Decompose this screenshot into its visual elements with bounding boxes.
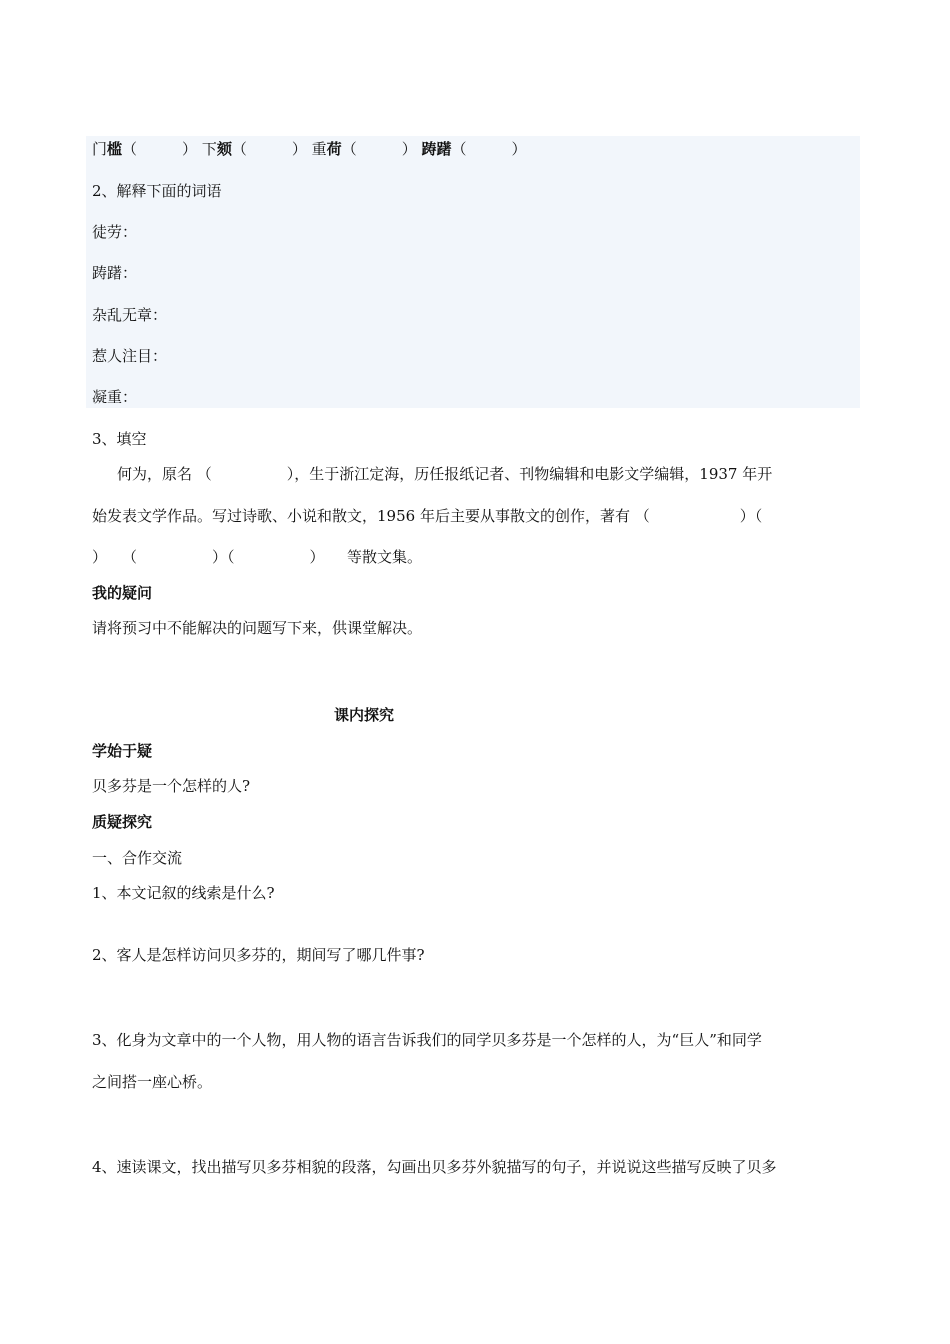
term-ningzhong: 凝重： (92, 388, 138, 406)
question-4-line-1: 4、速读课文，找出描写贝多芬相貌的段落，勾画出贝多芬外貌描写的句子，并说说这些描写反映了贝多 (92, 1158, 777, 1176)
word-menkan: 门槛 (92, 140, 123, 158)
blank-chouchu[interactable]: （ ） (451, 140, 527, 158)
word-zhonghe: 重荷 (311, 140, 342, 158)
term-chouchu: 踌躇： (92, 264, 138, 282)
question-3-line-1: 3、化身为文章中的一个人物，用人物的语言告诉我们的同学贝多芬是一个怎样的人，为“巨人”和同学 (92, 1031, 762, 1049)
blank-xiake[interactable]: （ ） (231, 140, 307, 158)
question-2: 2、客人是怎样访问贝多芬的，期间写了哪几件事? (92, 946, 425, 964)
section-title: 课内探究 (334, 706, 395, 724)
question-3-line-2: 之间搭一座心桥。 (92, 1073, 213, 1091)
blank-zhonghe[interactable]: （ ） (341, 140, 417, 158)
q3-title: 3、填空 (92, 430, 147, 448)
blank-menkan[interactable]: （ ） (122, 140, 198, 158)
q2-title: 2、解释下面的词语 (92, 182, 222, 200)
word-chouchu: 踌躇 (421, 140, 452, 158)
doubt-text: 请将预习中不能解决的问题写下来，供课堂解决。 (92, 619, 423, 637)
doubt-title: 我的疑问 (92, 584, 153, 602)
term-rerenzhumu: 惹人注目： (92, 347, 168, 365)
explore-title: 质疑探究 (92, 813, 153, 831)
preview-shaded-area (86, 136, 860, 408)
fill-line-1: 何为，原名 （ ），生于浙江定海，历任报纸记者、刊物编辑和电影文学编辑，1937 年开 (117, 465, 773, 483)
pinyin-row (92, 138, 527, 160)
term-tulao: 徒劳： (92, 223, 138, 241)
question-1: 1、本文记叙的线索是什么? (92, 884, 275, 902)
learn-title: 学始于疑 (92, 742, 153, 760)
word-xiake: 下颏 (201, 140, 232, 158)
fill-line-2: 始发表文学作品。写过诗歌、小说和散文，1956 年后主要从事散文的创作，著有 （ ）（ (92, 507, 763, 525)
learn-question: 贝多芬是一个怎样的人? (92, 777, 251, 795)
coop-title: 一、合作交流 (92, 849, 183, 867)
fill-line-3: ） （ ）（ ） 等散文集。 (92, 548, 423, 566)
term-zaluanwuzhang: 杂乱无章： (92, 306, 168, 324)
